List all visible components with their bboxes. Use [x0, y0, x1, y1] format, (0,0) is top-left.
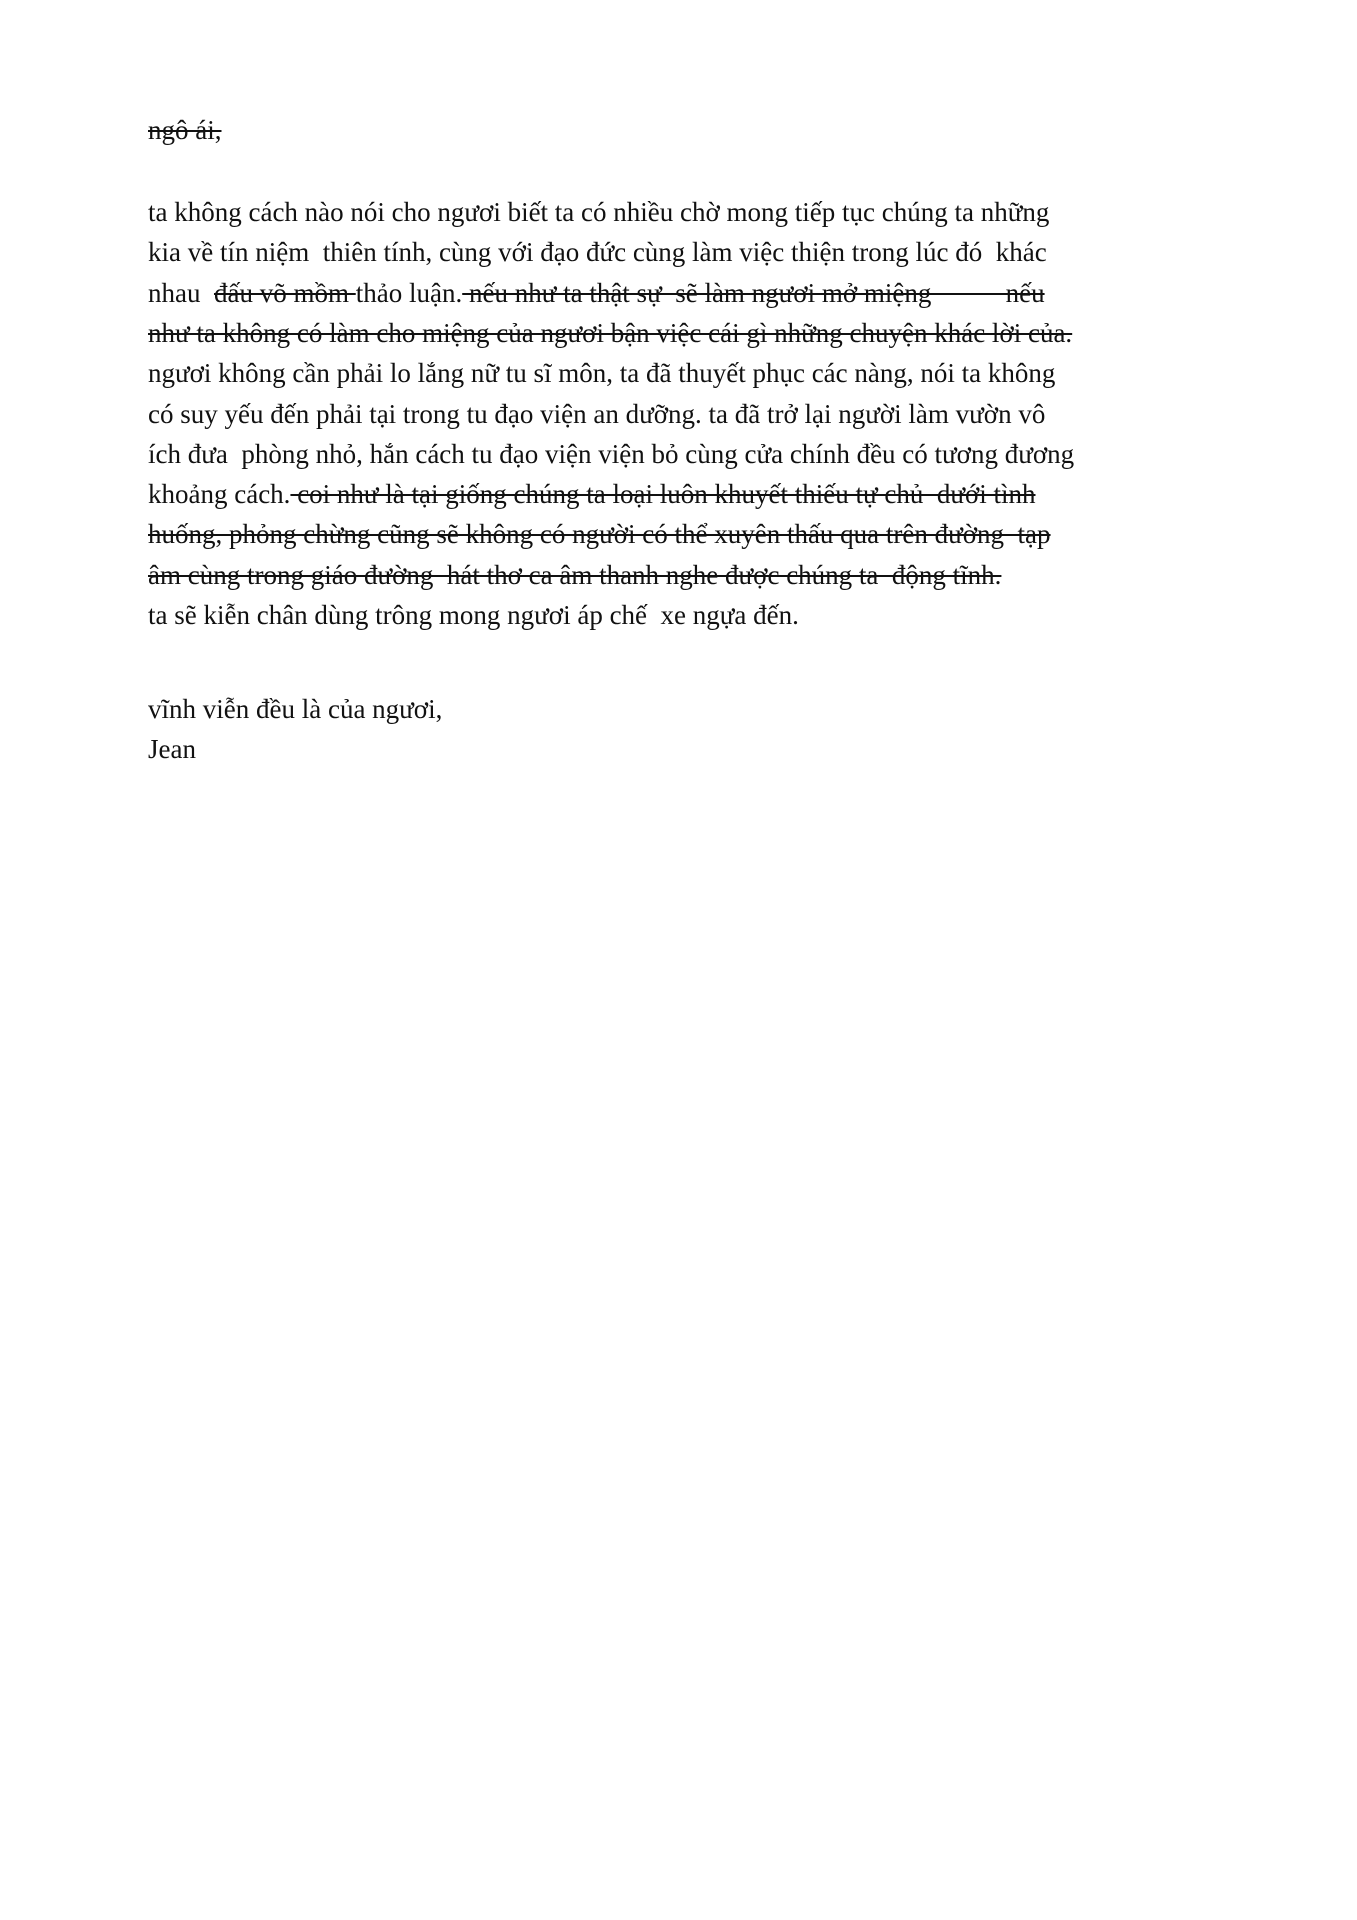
body-text: khoảng cách.: [148, 479, 291, 509]
body-line: [148, 232, 1047, 272]
body-text: ích đưa phòng nhỏ, hắn cách tu đạo viện viện bỏ cùng cửa chính đều có tương đương: [148, 439, 1075, 469]
struck-text: đấu võ mồm: [213, 278, 356, 308]
body-text: kia về tín niệm thiên tính, cùng với đạo đức cùng làm việc thiện trong lúc đó khác: [148, 237, 1047, 267]
struck-text: âm cùng trong giáo đường hát thơ ca âm thanh nghe được chúng ta động tĩnh.: [148, 560, 1002, 590]
body-line: [148, 394, 1045, 434]
body-text: có suy yếu đến phải tại trong tu đạo viện an dưỡng. ta đã trở lại người làm vườn vô: [148, 399, 1046, 429]
struck-text: như ta không có làm cho miệng của ngươi bận việc cái gì những chuyện khác lời của.: [148, 318, 1073, 348]
body-line: [148, 595, 799, 635]
body-text: thảo luận.: [355, 278, 463, 308]
closing: vĩnh viễn đều là của ngươi,: [148, 694, 443, 724]
body-line: [148, 514, 1051, 554]
body-text: nhau: [148, 278, 214, 308]
struck-text: huống, phỏng chừng cũng sẽ không có người có thể xuyên thấu qua trên đường tạp: [148, 519, 1051, 549]
signature: Jean: [148, 734, 196, 764]
body-line: [148, 353, 1055, 393]
body-line: [148, 273, 1045, 313]
body-text: ngươi không cần phải lo lắng nữ tu sĩ môn, ta đã thuyết phục các nàng, nói ta không: [148, 358, 1056, 388]
body-line: [148, 434, 1074, 474]
struck-text: coi như là tại giống chúng ta loại luôn khuyết thiếu tự chủ dưới tình: [290, 479, 1036, 509]
salutation: ngô ái,: [148, 115, 222, 145]
body-line: [148, 192, 1049, 232]
body-line: [148, 474, 1036, 514]
struck-text: nếu như ta thật sự sẽ làm ngươi mở miệng nếu: [462, 278, 1045, 308]
body-line: [148, 313, 1072, 353]
body-text: ta sẽ kiễn chân dùng trông mong ngươi áp chế xe ngựa đến.: [148, 600, 799, 630]
body-line: [148, 555, 1001, 595]
body-text: ta không cách nào nói cho ngươi biết ta có nhiều chờ mong tiếp tục chúng ta những: [148, 197, 1050, 227]
